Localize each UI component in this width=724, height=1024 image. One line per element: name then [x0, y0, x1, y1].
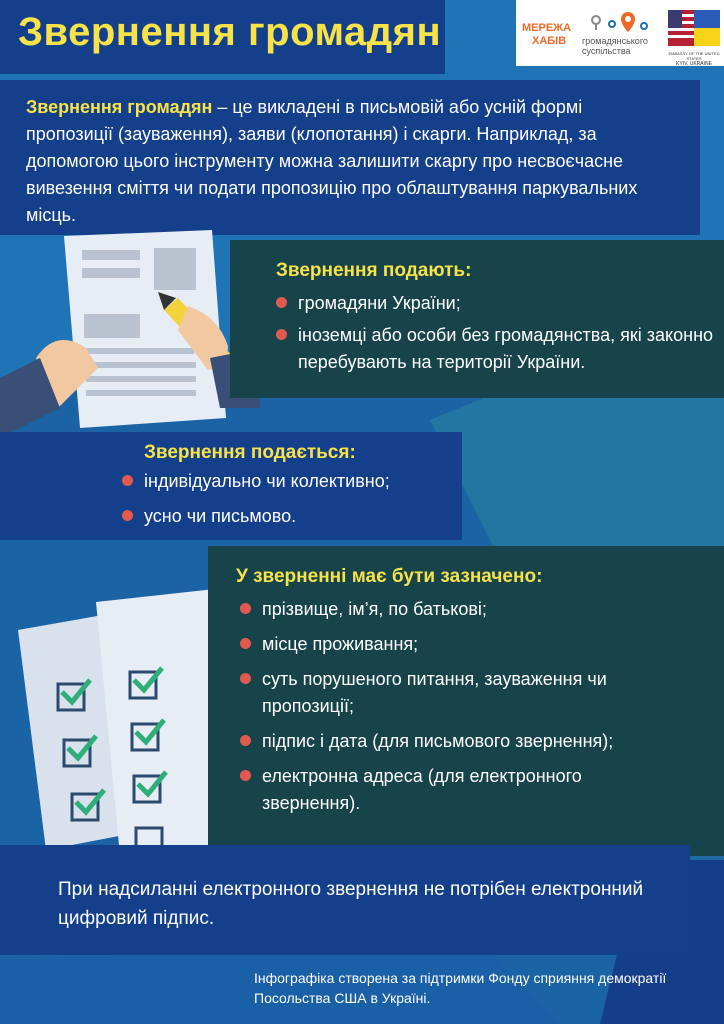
bullet-icon	[122, 475, 133, 486]
electronic-note-text: При надсиланні електронного звернення не потрібен електронний цифровий підпис.	[58, 879, 644, 929]
civil-society-hubs-logo: МЕРЕЖА ХАБІВ громадянського суспільства	[522, 18, 657, 62]
must-include-panel	[208, 546, 724, 856]
must-include-list	[240, 596, 680, 817]
bullet-icon	[240, 735, 251, 746]
who-submits-heading: Звернення подають:	[276, 260, 472, 281]
list-item: громадяни України;	[276, 290, 716, 317]
how-submitted-list	[122, 468, 452, 530]
list-item: електронна адреса (для електронного звернення).	[240, 763, 680, 817]
how-submitted-heading: Звернення подається:	[144, 442, 356, 463]
bullet-icon	[122, 510, 133, 521]
list-item: іноземці або особи без громадянства, які законно перебувають на території України.	[276, 322, 716, 376]
logo-block	[516, 0, 724, 66]
header-title-block	[0, 0, 445, 74]
intro-body: – це викладені в письмовій або усній формі пропозиції (зауваження), заяви (клопотання) і скарги. Наприклад, за допомогою цього інструменту можна залишити скаргу про несвоєчасне вивезення сміття чи подати пропозицію про облаштування паркувальних місць.	[26, 97, 638, 225]
list-item: індивідуально чи колективно;	[122, 468, 452, 495]
bullet-icon	[240, 673, 251, 684]
bullet-icon	[276, 297, 287, 308]
bullet-icon	[240, 638, 251, 649]
who-submits-panel	[230, 240, 724, 398]
list-item: суть порушеного питання, зауваження чи пропозиції;	[240, 666, 680, 720]
electronic-note-panel	[0, 845, 690, 955]
document-writing-illustration	[0, 228, 260, 438]
checklist-illustration	[0, 580, 240, 860]
flag-icon	[668, 10, 720, 46]
bullet-icon	[276, 329, 287, 340]
list-item: усно чи письмово.	[122, 503, 452, 530]
bullet-icon	[240, 770, 251, 781]
footer-credit: Інфографіка створена за підтримки Фонду сприяння демократії Посольства США в Україні.	[254, 970, 667, 1006]
bullet-icon	[240, 603, 251, 614]
intro-text	[26, 94, 666, 229]
page-title: Звернення громадян	[18, 10, 442, 54]
how-submitted-panel	[0, 432, 462, 540]
us-ukraine-flag-logo: EMBASSY OF THE UNITED STATES KYIV, UKRAINE	[668, 10, 720, 62]
must-include-heading: У зверненні має бути зазначено:	[236, 566, 543, 587]
list-item: прізвище, ім’я, по батькові;	[240, 596, 680, 623]
who-submits-list	[276, 290, 716, 376]
map-pin-icon	[588, 10, 658, 36]
list-item: підпис і дата (для письмового звернення);	[240, 728, 680, 755]
intro-panel	[0, 80, 700, 235]
list-item: місце проживання;	[240, 631, 680, 658]
intro-highlight: Звернення громадян	[26, 97, 213, 117]
